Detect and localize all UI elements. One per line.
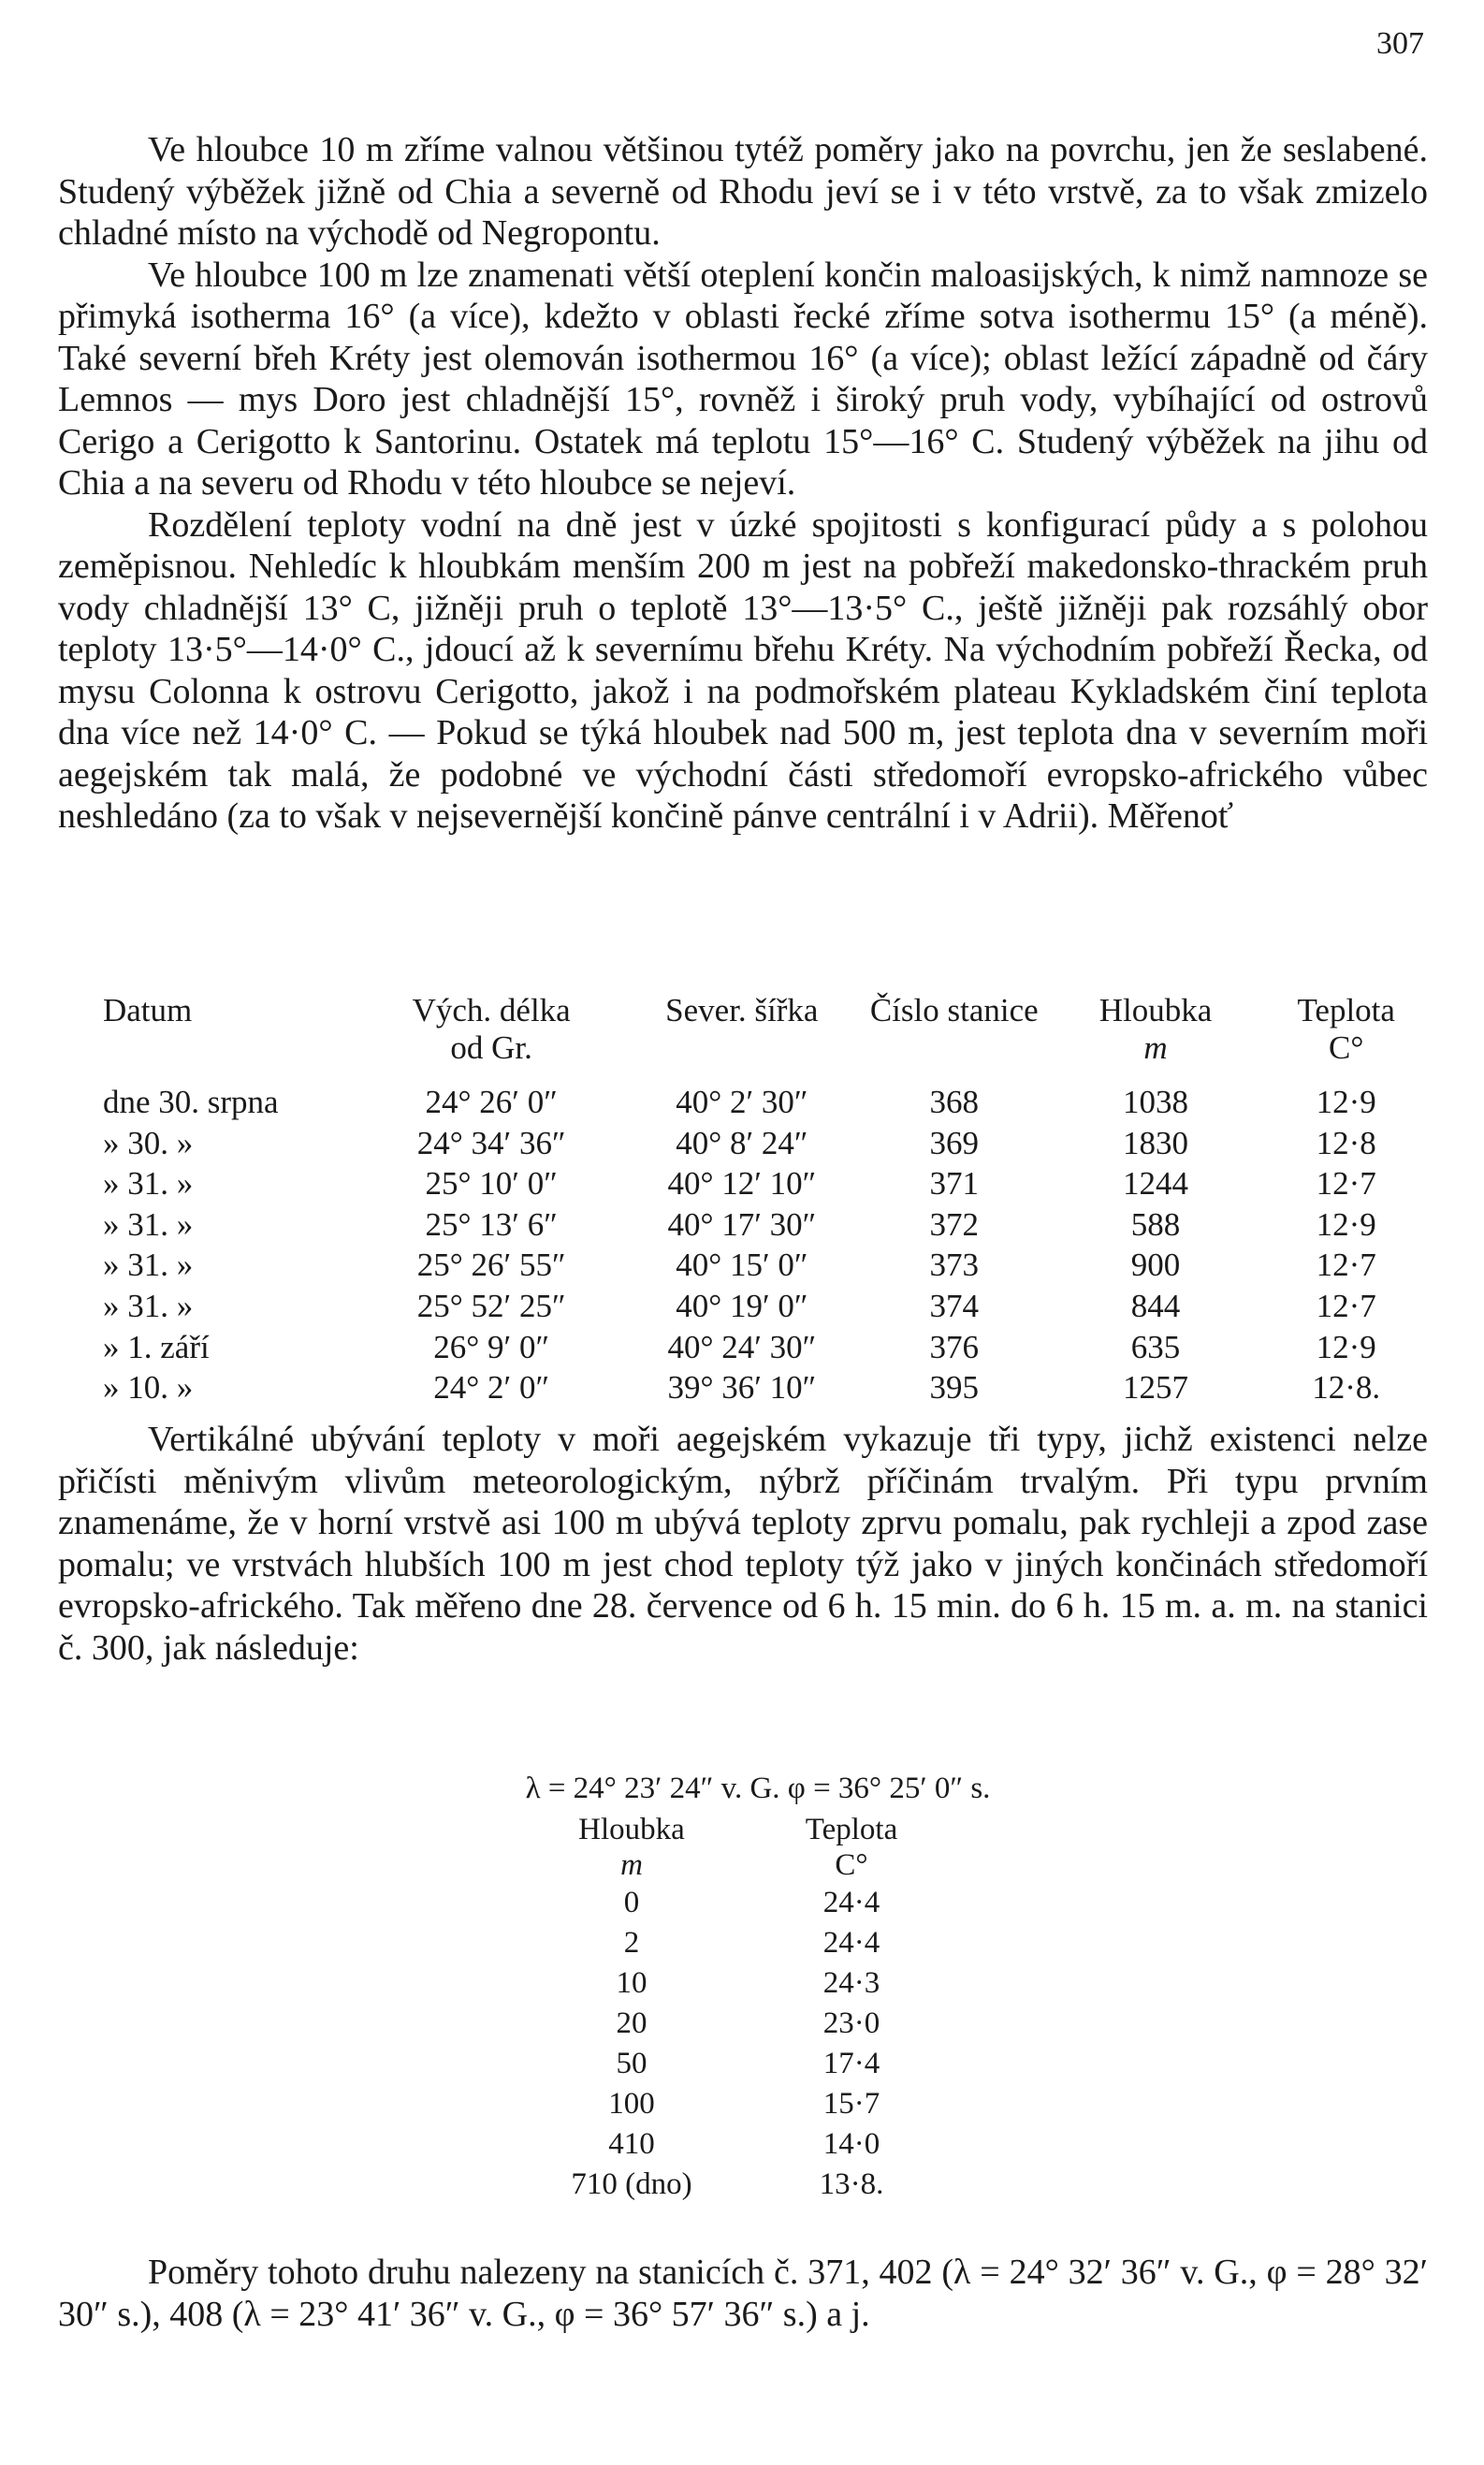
header-temperature: Teplota C° [1297,992,1395,1066]
table-row: 710 (dno) 13·8. [571,2167,884,2201]
station-header-row [524,1812,964,1847]
unit-depth: m [620,1848,643,1882]
table-row: » 31. » 25° 52′ 25″ 40° 19′ 0″ 374 844 12·7 [103,1287,1376,1324]
table-row: » 31. » 25° 26′ 55″ 40° 15′ 0″ 373 900 12·7 [103,1247,1376,1284]
unit-temperature: C° [835,1848,868,1882]
table-row: 50 17·4 [616,2047,880,2080]
measurement-table [58,992,1428,1408]
header-latitude: Sever. šířka [665,992,819,1028]
text-block-bottom [58,2252,1428,2335]
table-row: 410 14·0 [608,2127,880,2161]
table-row: » 31. » 25° 13′ 6″ 40° 17′ 30″ 372 588 12·9 [103,1205,1376,1243]
station-units-row [524,1847,964,1883]
header-depth: Hloubka m [1098,992,1213,1066]
table-row: 20 23·0 [616,2006,880,2040]
paragraph: Poměry tohoto druhu nalezeny na stanicích č. 371, 402 (λ = 24° 32′ 36″ v. G., φ = 28° 32′ 30″ s.), 408 (λ = 23° 41′ 36″ v. G., φ = 36° 57′ 36″ s.) a j. [58,2253,1428,2334]
paragraph: Vertikálné ubývání teploty v moři aegejském vykazuje tři typy, jichž existenci nelze přičísti měnivým vlivům meteorologickým, nýbrž příčinám trvalým. Při typu prvním znamenáme, že v horní vrstvě asi 100 m ubývá teploty zprvu pomalu, pak rychleji a zpod zase pomalu; ve vrstvách hlubších 100 m jest chod teploty týž jako v jiných končinách středomoří evropsko-afrického. Tak měřeno dne 28. července od 6 h. 15 min. do 6 h. 15 m. a. m. na stanici č. 300, jak následuje: [58,1420,1428,1668]
table-row: 10 24·3 [616,1966,880,2000]
table-row: » 10. » 24° 2′ 0″ 39° 36′ 10″ 395 1257 12·8. [103,1369,1381,1407]
header-temperature: Teplota [805,1813,898,1846]
text-block-middle [58,1419,1428,1669]
header-longitude: Vých. délka od Gr. [412,992,571,1066]
header-date: Datum [103,992,193,1028]
table-row: 0 24·4 [623,1886,880,1919]
table-header-row [58,992,1428,1082]
paragraph: Ve hloubce 100 m lze znamenati větší oteplení končin maloasijských, k nimž namnoze se přimyká isotherma 16° (a více), kdežto v oblasti řecké zříme sotva isothermu 15° (a méně). Také severní břeh Kréty jest olemován isothermou 16° (a více); oblast ležící západně od čáry Lemnos — mys Doro jest chladnější 15°, rovněž i široký pruh vody, vybíhající od ostrovů Cerigo a Cerigotto k Santorinu. Ostatek má teplotu 15°—16° C. Studený výběžek na jihu od Chia a na severu od Rhodu v této hloubce se nejeví. [58,255,1428,503]
page-number: 307 [1376,26,1424,61]
paragraph: Rozdělení teploty vodní na dně jest v úzké spojitosti s konfigurací půdy a s polohou zeměpisnou. Nehledíc k hloubkám menším 200 m jest na pobřeží makedonsko-thrackém pruh vody chladnější 13° C, jižněji pruh o teplotě 13°—13·5° C., ještě jižněji pak rozsáhlý obor teploty 13·5°—14·0° C., jdoucí až k severnímu břehu Kréty. Na východním pobřeží Řecka, od mysu Colonna k ostrovu Cerigotto, jakož i na podmořském plateau Kykladském činí teplota dna více než 14·0° C. — Pokud se týká hloubek nad 500 m, jest teplota dna v severním moři aegejském tak malá, že podobné ve východní části středomoří evropsko-afrického vůbec neshledáno (za to však v nejsevernější končině pánve centrální i v Adrii). Měřenoť [58,504,1428,836]
text-block-top [58,129,1428,838]
table-row: » 31. » 25° 10′ 0″ 40° 12′ 10″ 371 1244 12·7 [103,1165,1376,1203]
station-coordinates: λ = 24° 23′ 24″ v. G. φ = 36° 25′ 0″ s. [525,1772,991,1805]
header-station: Číslo stanice [869,992,1039,1028]
station-table [524,1812,964,2205]
table-row: » 30. » 24° 34′ 36″ 40° 8′ 24″ 369 1830 12·8 [103,1124,1376,1161]
table-row: 100 15·7 [608,2087,880,2121]
header-depth: Hloubka [578,1813,685,1846]
paragraph: Ve hloubce 10 m zříme valnou většinou tytéž poměry jako na povrchu, jen že seslabené. Studený výběžek jižně od Chia a severně od Rhodu jeví se i v této vrstvě, za to však zmizelo chladné místo na východě od Negropontu. [58,130,1428,253]
table-row: dne 30. srpna 24° 26′ 0″ 40° 2′ 30″ 368 1038 12·9 [103,1084,1376,1120]
station-measurements [468,1769,1048,2205]
table-row: » 1. září 26° 9′ 0″ 40° 24′ 30″ 376 635 12·9 [103,1328,1376,1365]
table-row: 2 24·4 [623,1926,880,1960]
